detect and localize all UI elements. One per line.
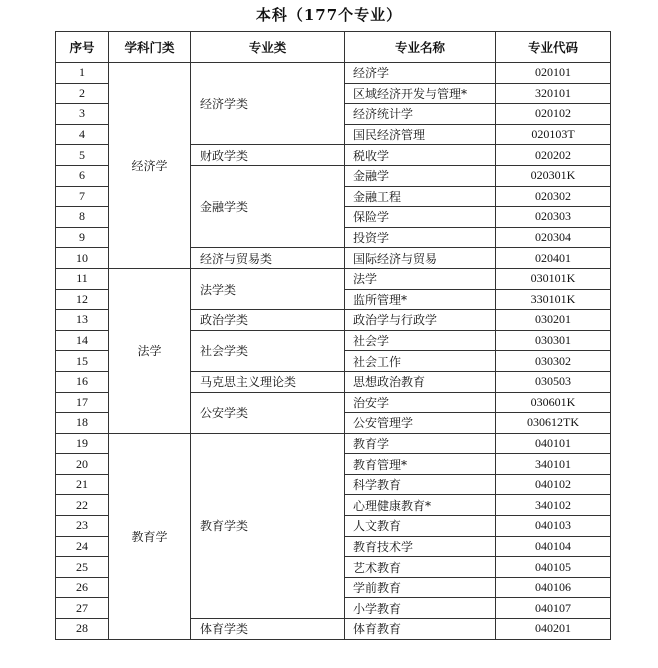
major-name-cell: 国民经济管理	[345, 124, 496, 145]
row-index: 14	[56, 330, 109, 351]
major-name-cell: 政治学与行政学	[345, 310, 496, 331]
row-index: 3	[56, 104, 109, 125]
major-name-cell: 社会学	[345, 330, 496, 351]
row-index: 7	[56, 186, 109, 207]
major-code-cell: 020202	[496, 145, 611, 166]
header-category: 学科门类	[109, 32, 191, 63]
major-name-cell: 教育学	[345, 433, 496, 454]
major-name-cell: 区域经济开发与管理*	[345, 83, 496, 104]
major-code-cell: 030612TK	[496, 413, 611, 434]
table-row	[56, 63, 611, 84]
row-index: 10	[56, 248, 109, 269]
major-code-cell: 030302	[496, 351, 611, 372]
row-index: 28	[56, 619, 109, 640]
major-code-cell: 020304	[496, 227, 611, 248]
major-code-cell: 020302	[496, 186, 611, 207]
header-major-name: 专业名称	[345, 32, 496, 63]
major-code-cell: 340102	[496, 495, 611, 516]
major-name-cell: 投资学	[345, 227, 496, 248]
row-index: 17	[56, 392, 109, 413]
major-name-cell: 国际经济与贸易	[345, 248, 496, 269]
row-index: 22	[56, 495, 109, 516]
major-code-cell: 040201	[496, 619, 611, 640]
discipline-category-cell: 法学	[109, 268, 191, 433]
row-index: 20	[56, 454, 109, 475]
major-code-cell: 020303	[496, 207, 611, 228]
major-class-cell: 财政学类	[191, 145, 345, 166]
row-index: 2	[56, 83, 109, 104]
major-name-cell: 人文教育	[345, 516, 496, 537]
row-index: 5	[56, 145, 109, 166]
major-class-cell: 经济学类	[191, 63, 345, 145]
row-index: 11	[56, 268, 109, 289]
major-class-cell: 马克思主义理论类	[191, 371, 345, 392]
row-index: 19	[56, 433, 109, 454]
major-class-cell: 法学类	[191, 268, 345, 309]
major-name-cell: 学前教育	[345, 577, 496, 598]
discipline-category-cell: 教育学	[109, 433, 191, 639]
major-name-cell: 小学教育	[345, 598, 496, 619]
major-name-cell: 思想政治教育	[345, 371, 496, 392]
row-index: 8	[56, 207, 109, 228]
major-name-cell: 治安学	[345, 392, 496, 413]
row-index: 18	[56, 413, 109, 434]
major-name-cell: 金融学	[345, 165, 496, 186]
major-class-cell: 公安学类	[191, 392, 345, 433]
major-class-cell: 社会学类	[191, 330, 345, 371]
row-index: 25	[56, 557, 109, 578]
row-index: 12	[56, 289, 109, 310]
major-table	[55, 31, 611, 640]
major-code-cell: 040107	[496, 598, 611, 619]
major-name-cell: 监所管理*	[345, 289, 496, 310]
major-code-cell: 040105	[496, 557, 611, 578]
major-name-cell: 心理健康教育*	[345, 495, 496, 516]
table-row	[56, 433, 611, 454]
major-code-cell: 040101	[496, 433, 611, 454]
major-code-cell: 040106	[496, 577, 611, 598]
row-index: 23	[56, 516, 109, 537]
major-class-cell: 金融学类	[191, 165, 345, 247]
row-index: 24	[56, 536, 109, 557]
row-index: 13	[56, 310, 109, 331]
major-code-cell: 320101	[496, 83, 611, 104]
major-name-cell: 保险学	[345, 207, 496, 228]
row-index: 26	[56, 577, 109, 598]
table-header-row	[56, 32, 611, 63]
table-body	[56, 63, 611, 640]
major-name-cell: 经济学	[345, 63, 496, 84]
major-code-cell: 020401	[496, 248, 611, 269]
major-code-cell: 020101	[496, 63, 611, 84]
row-index: 16	[56, 371, 109, 392]
major-name-cell: 社会工作	[345, 351, 496, 372]
major-code-cell: 040104	[496, 536, 611, 557]
major-name-cell: 法学	[345, 268, 496, 289]
major-name-cell: 金融工程	[345, 186, 496, 207]
major-class-cell: 教育学类	[191, 433, 345, 618]
major-code-cell: 040103	[496, 516, 611, 537]
row-index: 27	[56, 598, 109, 619]
major-class-cell: 经济与贸易类	[191, 248, 345, 269]
row-index: 4	[56, 124, 109, 145]
major-code-cell: 020103T	[496, 124, 611, 145]
row-index: 1	[56, 63, 109, 84]
major-name-cell: 公安管理学	[345, 413, 496, 434]
row-index: 21	[56, 474, 109, 495]
table-row	[56, 268, 611, 289]
row-index: 9	[56, 227, 109, 248]
header-major-code: 专业代码	[496, 32, 611, 63]
discipline-category-cell: 经济学	[109, 63, 191, 269]
row-index: 15	[56, 351, 109, 372]
page-title: 本科（177个专业）	[255, 6, 403, 24]
major-class-cell: 体育学类	[191, 619, 345, 640]
major-name-cell: 艺术教育	[345, 557, 496, 578]
major-name-cell: 体育教育	[345, 619, 496, 640]
major-name-cell: 科学教育	[345, 474, 496, 495]
major-name-cell: 税收学	[345, 145, 496, 166]
major-code-cell: 030301	[496, 330, 611, 351]
major-code-cell: 030101K	[496, 268, 611, 289]
major-class-cell: 政治学类	[191, 310, 345, 331]
major-code-cell: 340101	[496, 454, 611, 475]
major-code-cell: 020301K	[496, 165, 611, 186]
major-name-cell: 教育技术学	[345, 536, 496, 557]
major-name-cell: 教育管理*	[345, 454, 496, 475]
header-index: 序号	[56, 32, 109, 63]
header-class: 专业类	[191, 32, 345, 63]
row-index: 6	[56, 165, 109, 186]
major-code-cell: 040102	[496, 474, 611, 495]
major-code-cell: 030201	[496, 310, 611, 331]
major-code-cell: 020102	[496, 104, 611, 125]
major-code-cell: 030601K	[496, 392, 611, 413]
major-code-cell: 330101K	[496, 289, 611, 310]
major-code-cell: 030503	[496, 371, 611, 392]
major-name-cell: 经济统计学	[345, 104, 496, 125]
